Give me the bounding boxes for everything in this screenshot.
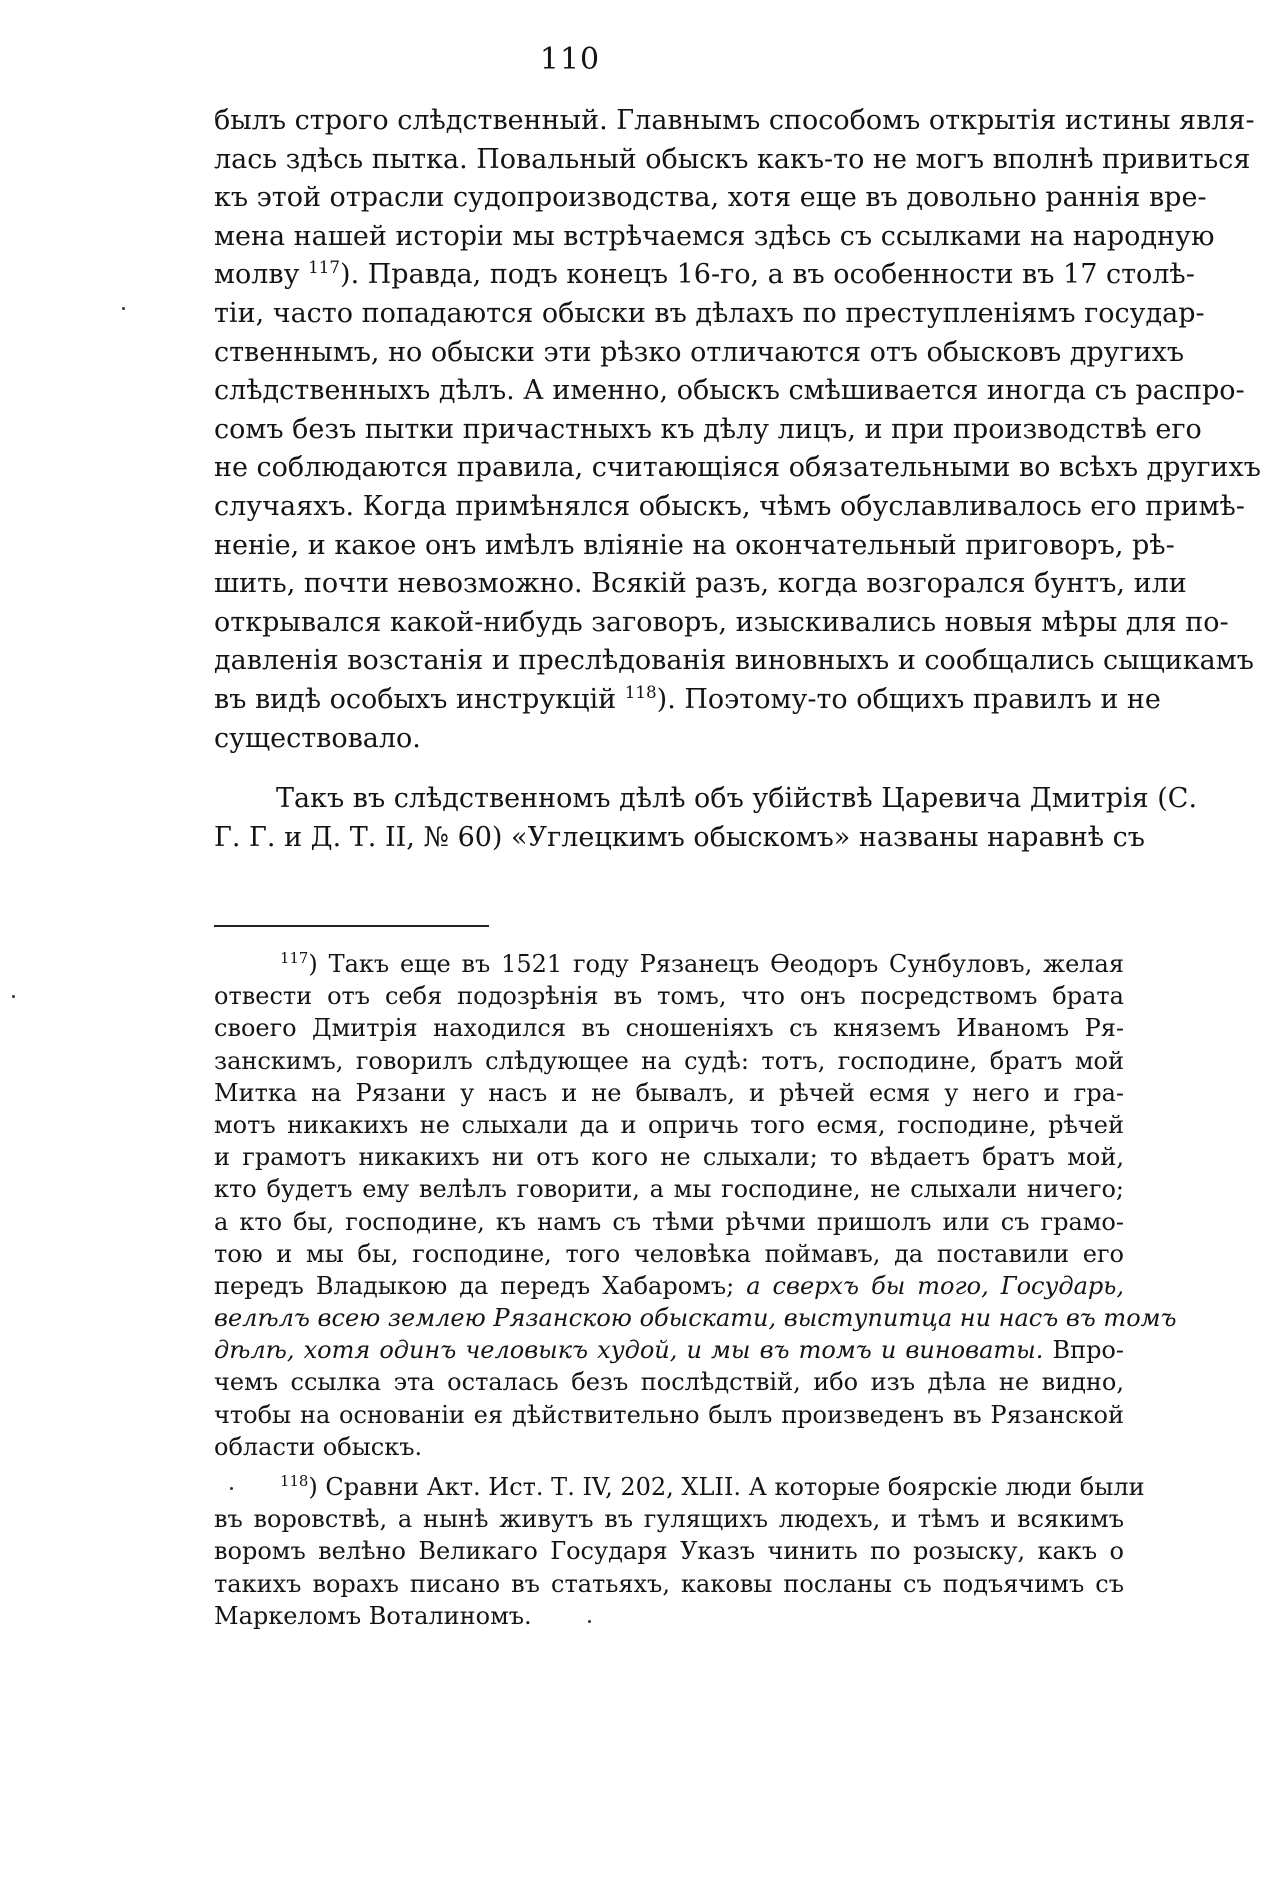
footnote-117-line: своего Дмитрія находился въ сношеніяхъ съ княземъ Иваномъ Ря- <box>214 1014 1124 1043</box>
footnote-117-line <box>214 1302 1177 1334</box>
scan-speck <box>588 1620 591 1623</box>
footnote-117-line: тою и мы бы, господине, того человѣка поймавъ, да поставили его <box>214 1239 1124 1268</box>
footnote-118-line: въ воровствѣ, а нынѣ живутъ въ гулящихъ людехъ, и тѣмъ и всякимъ <box>214 1505 1124 1534</box>
footnote-117-line: кто будетъ ему велѣлъ говорити, а мы господине, не слыхали ничего; <box>214 1175 1124 1204</box>
footnote-ref-117: 117 <box>308 257 341 278</box>
text-line <box>214 681 1161 720</box>
text-line: ственнымъ, но обыски эти рѣзко отличаются отъ обысковъ другихъ <box>214 336 1185 368</box>
text-line: къ этой отрасли судопроизводства, хотя еще въ довольно раннія вре- <box>214 182 1207 214</box>
text-line: случаяхъ. Когда примѣнялся обыскъ, чѣмъ обуславливалось его примѣ- <box>214 490 1245 522</box>
main-text <box>214 102 1261 857</box>
text-fragment: ). Поэтому-то общихъ правилъ и не <box>656 683 1161 715</box>
footnote-118-line <box>214 1471 1145 1503</box>
italic-quote: дѣлѣ, хотя одинъ человыкъ худой, и мы въ томъ и виноваты. <box>214 1336 1044 1365</box>
footnote-117-line: а кто бы, господине, къ намъ съ тѣми рѣчми пришолъ или съ грамо- <box>214 1207 1124 1236</box>
scan-speck <box>12 995 15 998</box>
text-fragment: ) Такъ еще въ 1521 году Рязанецъ Ѳеодоръ Сунбуловъ, желая <box>308 950 1124 978</box>
text-line: Такъ въ слѣдственномъ дѣлѣ объ убійствѣ Царевича Дмитрія (С. <box>276 783 1198 815</box>
footnotes <box>214 948 1177 1632</box>
text-fragment: ). Правда, подъ конецъ 16-го, а въ особенности въ 17 столѣ- <box>340 259 1195 291</box>
footnote-117-line: чтобы на основаніи ея дѣйствительно былъ произведенъ въ Рязанской <box>214 1400 1124 1429</box>
paragraph-gap <box>214 758 1124 780</box>
text-line: шить, почти невозможно. Всякій разъ, когда возгорался бунтъ, или <box>214 568 1187 600</box>
footnote-ref-118: 118 <box>624 681 657 702</box>
footnote-117-line: Митка на Рязани у насъ и не бывалъ, и рѣчей есмя у него и гра- <box>214 1078 1124 1107</box>
page-number: 110 <box>539 42 601 77</box>
text-line: слѣдственныхъ дѣлъ. А именно, обыскъ смѣшивается иногда съ распро- <box>214 375 1245 407</box>
footnote-118-line: такихъ ворахъ писано въ статьяхъ, каковы посланы съ подъячимъ съ <box>214 1569 1124 1598</box>
text-fragment: молву <box>214 259 300 291</box>
italic-quote: а сверхъ бы того, Государь, <box>746 1271 1124 1300</box>
text-line: мена нашей исторіи мы встрѣчаемся здѣсь съ ссылками на народную <box>214 220 1215 252</box>
text-line: Г. Г. и Д. Т. II, № 60) «Углецкимъ обыскомъ» названы наравнѣ съ <box>214 821 1145 853</box>
text-line: тіи, часто попадаются обыски въ дѣлахъ по преступленіямъ государ- <box>214 297 1205 329</box>
footnote-117-line: отвести отъ себя подозрѣнія въ томъ, что онъ посредствомъ брата <box>214 982 1124 1011</box>
footnote-divider <box>214 925 489 927</box>
text-line: былъ строго слѣдственный. Главнымъ способомъ открытія истины явля- <box>214 105 1255 136</box>
footnote-117-mark: 117 <box>280 949 309 967</box>
footnote-118-line: воромъ велѣно Великаго Государя Указъ чинить по розыску, какъ о <box>214 1537 1124 1566</box>
text-line: существовало. <box>214 722 421 754</box>
footnote-gap <box>214 1463 1124 1471</box>
scan-speck <box>230 1487 233 1490</box>
footnote-117-line: и грамотъ никакихъ ни отъ кого не слыхали; то вѣдаетъ братъ мой, <box>214 1143 1124 1172</box>
italic-quote: велѣлъ всею землею Рязанскою обыскати, выступитца ни насъ въ томъ <box>214 1304 1177 1333</box>
text-fragment: ) Сравни Акт. Ист. Т. IV, 202, XLII. А которые боярскіе люди были <box>308 1473 1145 1501</box>
footnote-117-line: мотъ никакихъ не слыхали да и опричь того есмя, господине, рѣчей <box>214 1110 1124 1139</box>
footnote-117-line <box>214 1334 1124 1366</box>
text-line: открывался какой-нибудь заговоръ, изыскивались новыя мѣры для по- <box>214 606 1229 638</box>
footnote-117-line: чемъ ссылка эта осталась безъ послѣдствій, ибо изъ дѣла не видно, <box>214 1368 1124 1397</box>
text-line: давленія возстанія и преслѣдованія виновныхъ и сообщались сыщикамъ <box>214 645 1254 677</box>
text-fragment: въ видѣ особыхъ инструкцій <box>214 683 617 715</box>
footnote-117-line: занскимъ, говорилъ слѣдующее на судѣ: тотъ, господине, братъ мой <box>214 1046 1124 1075</box>
text-line: не соблюдаются правила, считающіяся обязательными во всѣхъ другихъ <box>214 452 1261 484</box>
text-line <box>214 256 1195 295</box>
scan-speck <box>122 307 125 310</box>
text-fragment: передъ Владыкою да передъ Хабаромъ; <box>214 1271 735 1300</box>
text-line: лась здѣсь пытка. Повальный обыскъ какъ-то не могъ вполнѣ привиться <box>214 143 1251 175</box>
footnote-118-mark: 118 <box>280 1472 309 1490</box>
text-line: сомъ безъ пытки причастныхъ къ дѣлу лицъ, и при производствѣ его <box>214 413 1202 445</box>
footnote-118-line: Маркеломъ Воталиномъ. <box>214 1601 532 1630</box>
footnote-117-line <box>214 1270 1124 1302</box>
footnote-117-line <box>214 948 1124 980</box>
text-fragment: Впро- <box>1052 1336 1124 1365</box>
footnote-117-line: области обыскъ. <box>214 1432 423 1461</box>
text-line: неніе, и какое онъ имѣлъ вліяніе на окончательный приговоръ, рѣ- <box>214 529 1175 561</box>
